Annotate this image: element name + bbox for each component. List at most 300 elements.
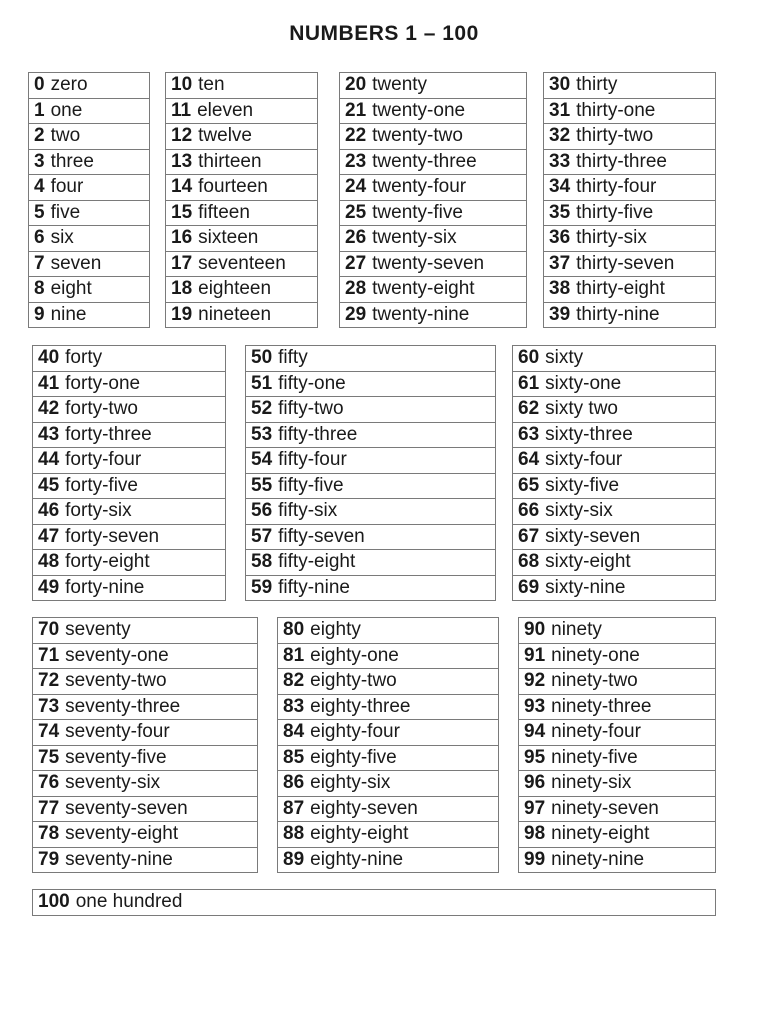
- numeral: 100: [38, 891, 70, 913]
- numeral: 71: [38, 644, 60, 666]
- number-word: thirteen: [198, 150, 262, 172]
- number-word: seventy: [65, 619, 131, 641]
- numeral: 22: [345, 125, 367, 147]
- numeral: 41: [38, 372, 60, 394]
- numeral: 70: [38, 619, 60, 641]
- table-row: [29, 200, 150, 226]
- number-word: ninety-three: [551, 695, 652, 717]
- number-cell: [33, 745, 258, 771]
- table-row: [278, 694, 499, 720]
- number-cell: [519, 847, 716, 873]
- table-row: [513, 575, 716, 601]
- number-word: eighty: [310, 619, 361, 641]
- number-word: twelve: [198, 125, 252, 147]
- number-word: two: [50, 125, 81, 147]
- table-row: [513, 448, 716, 474]
- table-row: [166, 124, 318, 150]
- number-table: [32, 345, 226, 601]
- numeral: 52: [251, 398, 273, 420]
- number-word: eight: [50, 278, 92, 300]
- table-row: [166, 73, 318, 99]
- table-row: [519, 694, 716, 720]
- number-cell: [166, 226, 318, 252]
- table-row: [513, 397, 716, 423]
- number-cell: [340, 98, 527, 124]
- table-row: [544, 302, 716, 328]
- number-table: [277, 617, 499, 873]
- numeral: 4: [34, 176, 45, 198]
- number-word: thirty-eight: [576, 278, 665, 300]
- numeral: 77: [38, 797, 60, 819]
- table-row: [246, 371, 496, 397]
- number-word: ninety-four: [551, 721, 641, 743]
- number-word: thirty-three: [576, 150, 667, 172]
- number-cell: [29, 200, 150, 226]
- table-row: [246, 346, 496, 372]
- numeral: 16: [171, 227, 193, 249]
- numeral: 56: [251, 500, 273, 522]
- number-cell: [278, 745, 499, 771]
- table-row: [29, 149, 150, 175]
- number-cell: [246, 448, 496, 474]
- number-word: seventy-eight: [65, 823, 179, 845]
- table-row: [513, 473, 716, 499]
- number-word: fifty-one: [278, 372, 346, 394]
- number-word: forty-one: [65, 372, 141, 394]
- table-row: [29, 226, 150, 252]
- numeral: 86: [283, 772, 305, 794]
- table-row: [33, 771, 258, 797]
- numeral: 48: [38, 551, 60, 573]
- table-row: [519, 669, 716, 695]
- numeral: 99: [524, 848, 546, 870]
- numeral: 88: [283, 823, 305, 845]
- numeral: 31: [549, 99, 571, 121]
- table-row: [544, 98, 716, 124]
- numeral: 43: [38, 423, 60, 445]
- number-word: sixty-three: [545, 423, 633, 445]
- number-word: seventy-four: [65, 721, 170, 743]
- numeral: 19: [171, 303, 193, 325]
- number-word: ninety-eight: [551, 823, 650, 845]
- number-cell: [519, 822, 716, 848]
- table-row: [544, 277, 716, 303]
- numeral: 8: [34, 278, 45, 300]
- table-row: [278, 822, 499, 848]
- table-row: [340, 149, 527, 175]
- numeral: 72: [38, 670, 60, 692]
- table-row: [544, 124, 716, 150]
- number-word: twenty-five: [372, 201, 463, 223]
- number-word: fifty-five: [278, 474, 344, 496]
- number-cell: [166, 200, 318, 226]
- number-cell: [544, 226, 716, 252]
- number-word: forty: [65, 347, 103, 369]
- number-cell: [340, 175, 527, 201]
- numeral: 3: [34, 150, 45, 172]
- number-cell: [29, 175, 150, 201]
- numeral: 51: [251, 372, 273, 394]
- number-word: eighty-four: [310, 721, 400, 743]
- table-row: [278, 796, 499, 822]
- numeral: 13: [171, 150, 193, 172]
- numeral: 74: [38, 721, 60, 743]
- numeral: 30: [549, 74, 571, 96]
- number-word: fifty-nine: [278, 576, 350, 598]
- number-cell: [33, 550, 226, 576]
- table-row: [340, 73, 527, 99]
- number-cell: [544, 277, 716, 303]
- number-cell: [513, 397, 716, 423]
- numeral: 59: [251, 576, 273, 598]
- numeral: 78: [38, 823, 60, 845]
- number-word: eighty-nine: [310, 848, 404, 870]
- number-cell: [278, 618, 499, 644]
- table-row: [340, 124, 527, 150]
- number-word: fifty-three: [278, 423, 358, 445]
- table-row: [33, 643, 258, 669]
- table-row: [33, 669, 258, 695]
- number-cell: [278, 720, 499, 746]
- number-cell: [29, 124, 150, 150]
- numeral: 75: [38, 746, 60, 768]
- number-word: three: [50, 150, 94, 172]
- number-word: sixty-eight: [545, 551, 631, 573]
- table-row: [29, 98, 150, 124]
- table-row: [29, 175, 150, 201]
- number-word: eighty-seven: [310, 797, 418, 819]
- number-cell: [166, 251, 318, 277]
- table-row: [278, 771, 499, 797]
- numeral: 80: [283, 619, 305, 641]
- number-word: sixty-six: [545, 500, 613, 522]
- table-row: [246, 422, 496, 448]
- table-row: [33, 550, 226, 576]
- number-cell: [340, 277, 527, 303]
- table-row: [340, 175, 527, 201]
- number-word: forty-three: [65, 423, 152, 445]
- number-word: twenty-nine: [372, 303, 470, 325]
- numeral: 21: [345, 99, 367, 121]
- number-word: thirty-nine: [576, 303, 660, 325]
- number-word: sixty: [545, 347, 584, 369]
- number-cell: [544, 302, 716, 328]
- table-row: [29, 302, 150, 328]
- number-cell: [33, 822, 258, 848]
- number-word: fourteen: [198, 176, 268, 198]
- table-row: [166, 226, 318, 252]
- numeral: 36: [549, 227, 571, 249]
- number-word: eighty-five: [310, 746, 397, 768]
- number-cell: [29, 302, 150, 328]
- number-word: five: [50, 201, 81, 223]
- number-word: eighteen: [198, 278, 272, 300]
- number-word: eighty-three: [310, 695, 411, 717]
- number-cell: [33, 473, 226, 499]
- number-cell: [278, 822, 499, 848]
- numeral: 50: [251, 347, 273, 369]
- numeral: 68: [518, 551, 540, 573]
- number-word: fifty-eight: [278, 551, 356, 573]
- number-cell: [166, 149, 318, 175]
- number-word: seventy-five: [65, 746, 167, 768]
- number-word: sixty-four: [545, 449, 623, 471]
- table-row: [33, 499, 226, 525]
- number-word: twenty-one: [372, 99, 466, 121]
- number-word: nineteen: [198, 303, 272, 325]
- table-row: [340, 226, 527, 252]
- numeral: 44: [38, 449, 60, 471]
- number-word: twenty-seven: [372, 252, 485, 274]
- table-row: [513, 550, 716, 576]
- number-cell: [519, 669, 716, 695]
- number-cell: [340, 124, 527, 150]
- number-word: eighty-six: [310, 772, 391, 794]
- number-word: eighty-two: [310, 670, 397, 692]
- number-cell: [246, 550, 496, 576]
- table-row: [29, 277, 150, 303]
- number-cell: [33, 575, 226, 601]
- number-word: thirty: [576, 74, 618, 96]
- number-cell: [278, 771, 499, 797]
- number-cell: [340, 251, 527, 277]
- numeral: 20: [345, 74, 367, 96]
- table-row: [33, 346, 226, 372]
- number-cell: [33, 694, 258, 720]
- number-cell: [519, 694, 716, 720]
- number-cell: [33, 346, 226, 372]
- numeral: 37: [549, 252, 571, 274]
- number-cell: [513, 473, 716, 499]
- numeral: 46: [38, 500, 60, 522]
- number-cell: [33, 371, 226, 397]
- numeral: 89: [283, 848, 305, 870]
- number-word: ninety: [551, 619, 602, 641]
- table-row: [513, 371, 716, 397]
- number-table: [543, 72, 716, 328]
- table-row: [544, 149, 716, 175]
- numeral: 81: [283, 644, 305, 666]
- number-cell: [166, 175, 318, 201]
- number-word: ninety-five: [551, 746, 638, 768]
- table-row: [519, 796, 716, 822]
- numeral: 27: [345, 252, 367, 274]
- numeral: 42: [38, 398, 60, 420]
- numeral: 2: [34, 125, 45, 147]
- numeral: 32: [549, 125, 571, 147]
- number-cell: [166, 124, 318, 150]
- number-word: fifty: [278, 347, 308, 369]
- table-row: [278, 847, 499, 873]
- number-word: twenty: [372, 74, 428, 96]
- number-cell: [246, 371, 496, 397]
- number-word: twenty-eight: [372, 278, 475, 300]
- numeral: 15: [171, 201, 193, 223]
- number-cell: [519, 745, 716, 771]
- number-cell: [278, 669, 499, 695]
- table-row: [544, 73, 716, 99]
- table-row: [519, 720, 716, 746]
- number-word: thirty-two: [576, 125, 654, 147]
- number-cell: [513, 499, 716, 525]
- number-cell: [33, 524, 226, 550]
- numeral: 25: [345, 201, 367, 223]
- table-row: [513, 499, 716, 525]
- numeral: 47: [38, 525, 60, 547]
- number-cell: [33, 669, 258, 695]
- numeral: 61: [518, 372, 540, 394]
- number-cell: [519, 771, 716, 797]
- table-row: [33, 473, 226, 499]
- number-cell: [278, 796, 499, 822]
- number-cell: [340, 73, 527, 99]
- number-cell: [544, 98, 716, 124]
- page-title: NUMBERS 1 – 100: [289, 22, 479, 45]
- number-cell: [33, 397, 226, 423]
- number-word: eighty-one: [310, 644, 399, 666]
- number-word: seventy-two: [65, 670, 167, 692]
- numeral: 63: [518, 423, 540, 445]
- number-cell: [33, 643, 258, 669]
- table-row: [340, 251, 527, 277]
- number-cell: [278, 694, 499, 720]
- number-word: twenty-four: [372, 176, 467, 198]
- table-row: [33, 422, 226, 448]
- numeral: 53: [251, 423, 273, 445]
- table-row: [33, 890, 716, 916]
- number-word: seventy-six: [65, 772, 161, 794]
- numeral: 1: [34, 99, 45, 121]
- numeral: 94: [524, 721, 546, 743]
- table-row: [33, 796, 258, 822]
- table-row: [246, 575, 496, 601]
- number-word: fifty-seven: [278, 525, 365, 547]
- number-word: zero: [50, 74, 88, 96]
- numeral: 93: [524, 695, 546, 717]
- number-cell: [166, 277, 318, 303]
- number-word: sixteen: [198, 227, 259, 249]
- number-cell: [544, 175, 716, 201]
- number-cell: [544, 200, 716, 226]
- numeral: 23: [345, 150, 367, 172]
- numeral: 65: [518, 474, 540, 496]
- number-cell: [340, 226, 527, 252]
- number-word: eighty-eight: [310, 823, 409, 845]
- number-cell: [278, 643, 499, 669]
- number-cell: [33, 720, 258, 746]
- number-cell: [513, 524, 716, 550]
- numeral: 35: [549, 201, 571, 223]
- number-table: [512, 345, 716, 601]
- table-row: [519, 618, 716, 644]
- numeral: 18: [171, 278, 193, 300]
- numeral: 40: [38, 347, 60, 369]
- number-word: sixty-one: [545, 372, 622, 394]
- number-word: fifty-two: [278, 398, 344, 420]
- number-word: seventy-seven: [65, 797, 188, 819]
- number-table: [32, 889, 716, 916]
- number-word: forty-seven: [65, 525, 160, 547]
- number-word: fifty-six: [278, 500, 338, 522]
- table-row: [340, 200, 527, 226]
- numeral: 45: [38, 474, 60, 496]
- number-cell: [519, 796, 716, 822]
- number-cell: [544, 73, 716, 99]
- table-row: [340, 277, 527, 303]
- number-word: eleven: [197, 99, 254, 121]
- numeral: 26: [345, 227, 367, 249]
- number-word: forty-six: [65, 500, 132, 522]
- numeral: 0: [34, 74, 45, 96]
- table-row: [166, 200, 318, 226]
- table-row: [340, 302, 527, 328]
- number-cell: [246, 499, 496, 525]
- number-cell: [246, 346, 496, 372]
- numeral: 33: [549, 150, 571, 172]
- number-word: sixty two: [545, 398, 618, 420]
- number-table: [518, 617, 716, 873]
- table-row: [166, 251, 318, 277]
- number-cell: [166, 98, 318, 124]
- numeral: 79: [38, 848, 60, 870]
- table-row: [29, 251, 150, 277]
- numeral: 73: [38, 695, 60, 717]
- table-row: [544, 175, 716, 201]
- number-word: sixty-nine: [545, 576, 626, 598]
- number-cell: [29, 251, 150, 277]
- number-cell: [513, 575, 716, 601]
- number-word: thirty-six: [576, 227, 647, 249]
- number-word: seventy-three: [65, 695, 181, 717]
- numeral: 64: [518, 449, 540, 471]
- number-word: forty-two: [65, 398, 138, 420]
- numeral: 54: [251, 449, 273, 471]
- numeral: 97: [524, 797, 546, 819]
- number-cell: [166, 73, 318, 99]
- table-row: [33, 847, 258, 873]
- table-row: [513, 346, 716, 372]
- number-word: thirty-one: [576, 99, 656, 121]
- table-row: [278, 618, 499, 644]
- numeral: 69: [518, 576, 540, 598]
- numeral: 14: [171, 176, 193, 198]
- number-cell: [33, 796, 258, 822]
- number-word: sixty-seven: [545, 525, 641, 547]
- number-word: twenty-two: [372, 125, 463, 147]
- number-word: ninety-two: [551, 670, 638, 692]
- table-row: [278, 745, 499, 771]
- number-cell: [544, 149, 716, 175]
- number-word: seven: [50, 252, 102, 274]
- number-word: ninety-seven: [551, 797, 659, 819]
- table-row: [519, 822, 716, 848]
- number-word: seventy-nine: [65, 848, 173, 870]
- number-cell: [544, 251, 716, 277]
- number-cell: [246, 397, 496, 423]
- number-cell: [513, 550, 716, 576]
- numeral: 67: [518, 525, 540, 547]
- number-word: sixty-five: [545, 474, 620, 496]
- table-row: [33, 618, 258, 644]
- number-cell: [33, 422, 226, 448]
- numeral: 84: [283, 721, 305, 743]
- number-word: nine: [50, 303, 87, 325]
- table-row: [519, 847, 716, 873]
- number-word: twenty-three: [372, 150, 477, 172]
- number-cell: [519, 618, 716, 644]
- number-cell: [513, 422, 716, 448]
- numeral: 7: [34, 252, 45, 274]
